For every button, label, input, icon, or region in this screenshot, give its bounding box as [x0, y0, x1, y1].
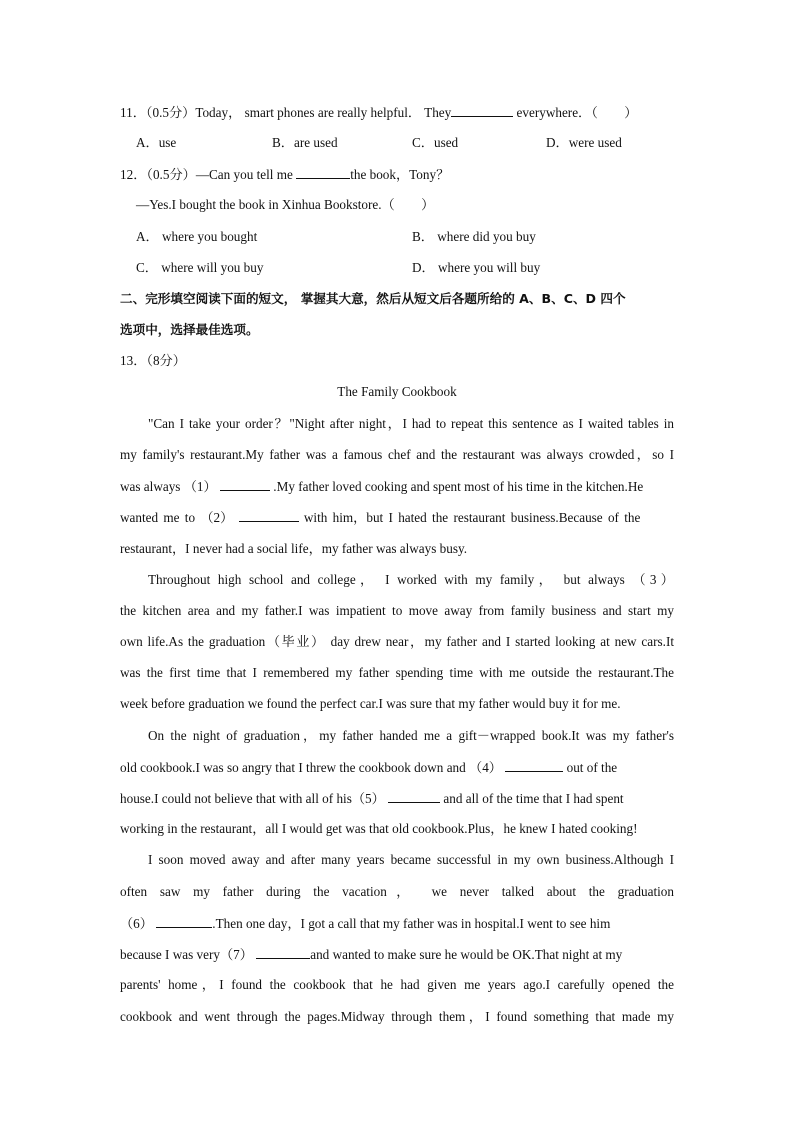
blank-6: [156, 913, 212, 928]
passage-line: week before graduation we found the perfect car.I was sure that my father would buy it for me.: [120, 696, 621, 711]
passage-line: "Can I take your order？"Night after night，I had to repeat this sentence as I waited tables in: [148, 416, 674, 431]
blank-2: [239, 507, 299, 522]
q12-option-a: A． where you bought: [136, 229, 258, 244]
q12-option-d: D． where you will buy: [412, 260, 541, 275]
q12-stem-pre: 12．（0.5分）—Can you tell me: [120, 167, 293, 182]
passage-text: wanted me to （2）: [120, 510, 234, 525]
section2-heading-line2: 选项中，选择最佳选项。: [120, 322, 259, 337]
passage-line: [120, 476, 674, 497]
q11-option-b: B．are used: [272, 135, 338, 150]
passage-text: out of the: [566, 760, 618, 775]
q12-option-c: C． where will you buy: [136, 260, 264, 275]
passage-line: [120, 507, 674, 528]
q12-stem: [120, 164, 674, 185]
passage-text: because I was very（7）: [120, 947, 253, 962]
passage-line: parents' home，I found the cookbook that he had given me years ago.I carefully opened the: [120, 977, 674, 992]
q12-reply: —Yes.I bought the book in Xinhua Bookstore.（ ）: [136, 197, 435, 212]
passage-line: On the night of graduation，my father handed me a gift－wrapped book.It was my father's: [148, 728, 674, 743]
passage-line: I soon moved away and after many years became successful in my own business.Although I: [148, 852, 674, 867]
q11-option-d: D．were used: [546, 135, 622, 150]
passage-line: was the first time that I remembered my father spending time with me outside the restaurant.The: [120, 665, 674, 680]
q11-stem: [120, 102, 674, 123]
blank-4: [505, 757, 563, 772]
blank-5: [388, 788, 440, 803]
passage-text: and all of the time that I had spent: [443, 791, 624, 806]
passage-line: often saw my father during the vacation， we never talked about the graduation: [120, 884, 674, 899]
passage-text: with him，but I hated the restaurant business.Because of the: [303, 510, 641, 525]
q12-blank: [296, 164, 350, 179]
q11-option-a: A．use: [136, 135, 177, 150]
passage-line: cookbook and went through the pages.Midway through them，I found something that made my: [120, 1009, 674, 1024]
passage-line: working in the restaurant，all I would get was that old cookbook.Plus，he knew I hated cooking!: [120, 821, 638, 836]
passage-line: [120, 944, 674, 965]
passage-line: own life.As the graduation（毕业） day drew near，my father and I started looking at new cars.It: [120, 634, 674, 649]
passage-line: [120, 788, 674, 809]
passage-line: my family's restaurant.My father was a famous chef and the restaurant was always crowded，so I: [120, 447, 674, 462]
passage-text: .Then one day，I got a call that my father was in hospital.I went to see him: [212, 916, 611, 931]
passage-line: the kitchen area and my father.I was impatient to move away from family business and start my: [120, 603, 674, 618]
q13-label: 13．（8分）: [120, 353, 186, 368]
passage-text: house.I could not believe that with all of his（5）: [120, 791, 385, 806]
blank-7: [256, 944, 310, 959]
passage-text: （6）: [120, 916, 153, 931]
q11-option-c: C．used: [412, 135, 459, 150]
passage-line: Throughout high school and college， I worked with my family， but always （3）: [148, 572, 674, 587]
passage-line: [120, 757, 674, 778]
q11-stem-pre: 11．（0.5分）Today， smart phones are really helpful． They: [120, 105, 452, 120]
blank-1: [220, 476, 270, 491]
section2-heading-line1: 二、完形填空阅读下面的短文， 掌握其大意，然后从短文后各题所给的 A、B、C、D 四个: [120, 291, 626, 306]
passage-text: .My father loved cooking and spent most of his time in the kitchen.He: [273, 479, 644, 494]
q12-option-b: B． where did you buy: [412, 229, 536, 244]
q11-stem-post: everywhere．（ ）: [516, 105, 638, 120]
q11-blank: [451, 102, 513, 117]
passage-line: [120, 913, 674, 934]
passage-line: restaurant，I never had a social life，my father was always busy.: [120, 541, 468, 556]
passage-text: old cookbook.I was so angry that I threw the cookbook down and （4）: [120, 760, 502, 775]
q12-stem-post: the book，Tony？: [350, 167, 450, 182]
passage-title: The Family Cookbook: [337, 384, 457, 399]
passage-text: was always （1）: [120, 479, 217, 494]
passage-text: and wanted to make sure he would be OK.That night at my: [310, 947, 623, 962]
